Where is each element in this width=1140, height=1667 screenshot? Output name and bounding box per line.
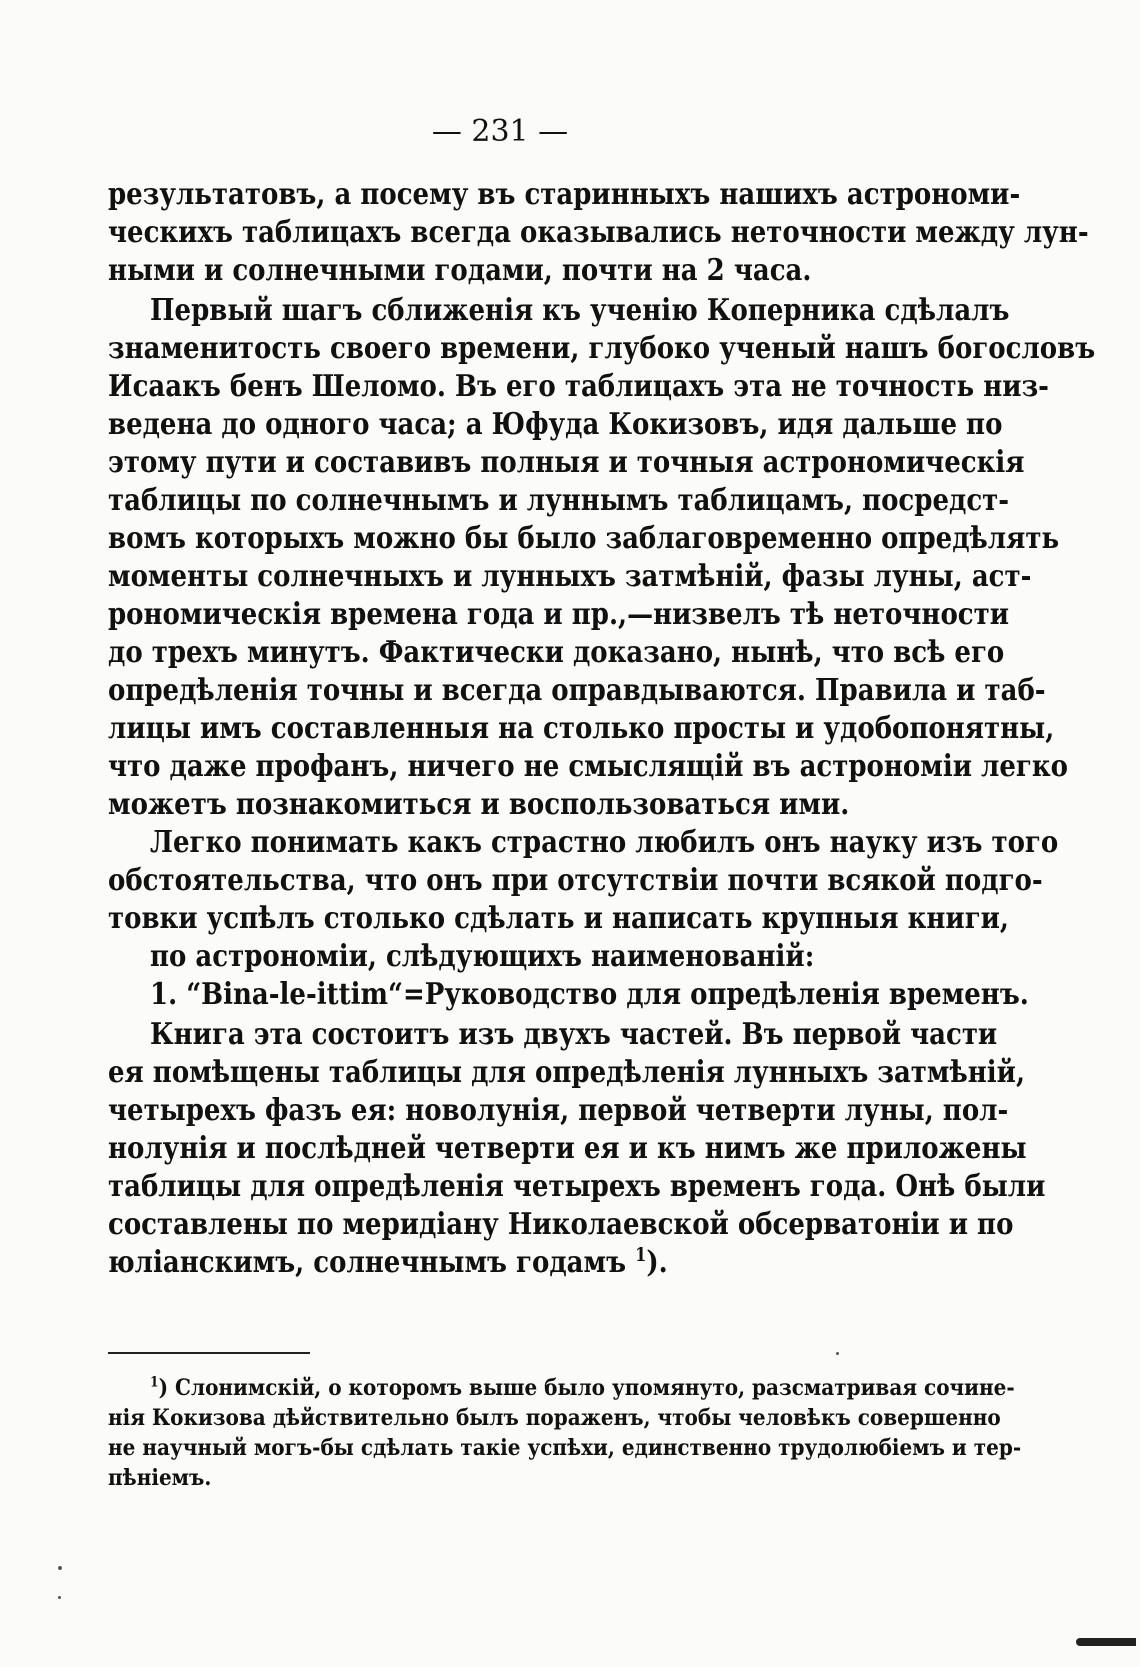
footnote-line [150, 1372, 1015, 1405]
footnote-text: ) Слонимскій, о которомъ выше было упомянуто, разсматривая сочине- [158, 1374, 1015, 1401]
text-line: составлены по меридіану Николаевской обсерватоніи и по [108, 1207, 1014, 1242]
ink-speck [836, 1352, 839, 1355]
text-line: Исаакъ бенъ Шеломо. Въ его таблицахъ эта не точность низ- [108, 369, 1049, 404]
text-line: четырехъ фазъ ея: новолунія, первой четверти луны, пол- [108, 1093, 1009, 1128]
text-line: товки успѣлъ столько сдѣлать и написать крупныя книги, [108, 901, 1009, 936]
text-line: Легко понимать какъ страстно любилъ онъ науку изъ того [150, 825, 1059, 860]
text-line: таблицы по солнечнымъ и луннымъ таблицамъ, посредст- [108, 483, 1010, 518]
ink-speck [58, 1566, 62, 1570]
text-line: моменты солнечныхъ и лунныхъ затмѣній, фазы луны, аст- [108, 559, 1032, 594]
text-line [108, 1242, 916, 1286]
text-line: можетъ познакомиться и воспользоваться ими. [108, 787, 850, 822]
text-line: что даже профанъ, ничего не смыслящій въ астрономіи легко [108, 749, 1068, 784]
text-line: рономическія времена года и пр.,—низвелъ тѣ неточности [108, 597, 1010, 632]
text-line: результатовъ, а посему въ старинныхъ нашихъ астрономи- [108, 177, 1021, 212]
footnote-reference[interactable]: 1 [635, 1243, 647, 1266]
text-line: обстоятельства, что онъ при отсутствіи почти всякой подго- [108, 863, 1043, 898]
text-line: нолунія и послѣдней четверти ея и къ нимъ же приложены [108, 1131, 1027, 1166]
text-line: таблицы для опредѣленія четырехъ временъ года. Онѣ были [108, 1169, 1046, 1204]
text-line: до трехъ минутъ. Фактически доказано, нынѣ, что всѣ его [108, 635, 1005, 670]
page-number: — 231 — [431, 114, 569, 149]
text-line: этому пути и составивъ полныя и точныя астрономическія [108, 445, 1025, 480]
footnote-divider [108, 1352, 310, 1354]
text-line: ея помѣщены таблицы для опредѣленія лунныхъ затмѣній, [108, 1055, 1026, 1090]
text-fragment: юліанскимъ, солнечнымъ годамъ [108, 1245, 627, 1280]
text-line: ческихъ таблицахъ всегда оказывались неточности между лун- [108, 215, 1089, 250]
text-fragment: ). [646, 1245, 668, 1280]
text-line: вомъ которыхъ можно бы было заблаговременно опредѣлять [108, 521, 1060, 556]
text-line: ными и солнечными годами, почти на 2 часа. [108, 253, 812, 288]
list-item: 1. “Bina-le-ittim“=Руководство для опредѣленія временъ. [150, 977, 1029, 1012]
ink-speck [58, 1596, 61, 1599]
text-line: Первый шагъ сближенія къ ученію Коперника сдѣлалъ [150, 293, 1010, 328]
text-line: Книга эта состоитъ изъ двухъ частей. Въ первой части [150, 1017, 998, 1052]
text-line: знаменитость своего времени, глубоко ученый нашъ богословъ [108, 331, 1096, 366]
text-line: опредѣленія точны и всегда оправдываются. Правила и таб- [108, 673, 1046, 708]
footnote-line: пѣніемъ. [108, 1464, 212, 1491]
text-line: по астрономіи, слѣдующихъ наименованій: [150, 939, 815, 974]
text-line: ведена до одного часа; а Юфуда Кокизовъ, идя дальше по [108, 407, 1003, 442]
footnote-line: нія Кокизова дѣйствительно былъ пораженъ, чтобы человѣкъ совершенно [108, 1404, 1001, 1431]
footnote-marker: 1 [150, 1373, 159, 1390]
footnote-line: не научный могъ-бы сдѣлать такіе успѣхи, единственно трудолюбіемъ и тер- [108, 1434, 1022, 1461]
ink-smudge [1076, 1638, 1136, 1646]
text-line: лицы имъ составленныя на столько просты и удобопонятны, [108, 711, 1055, 746]
